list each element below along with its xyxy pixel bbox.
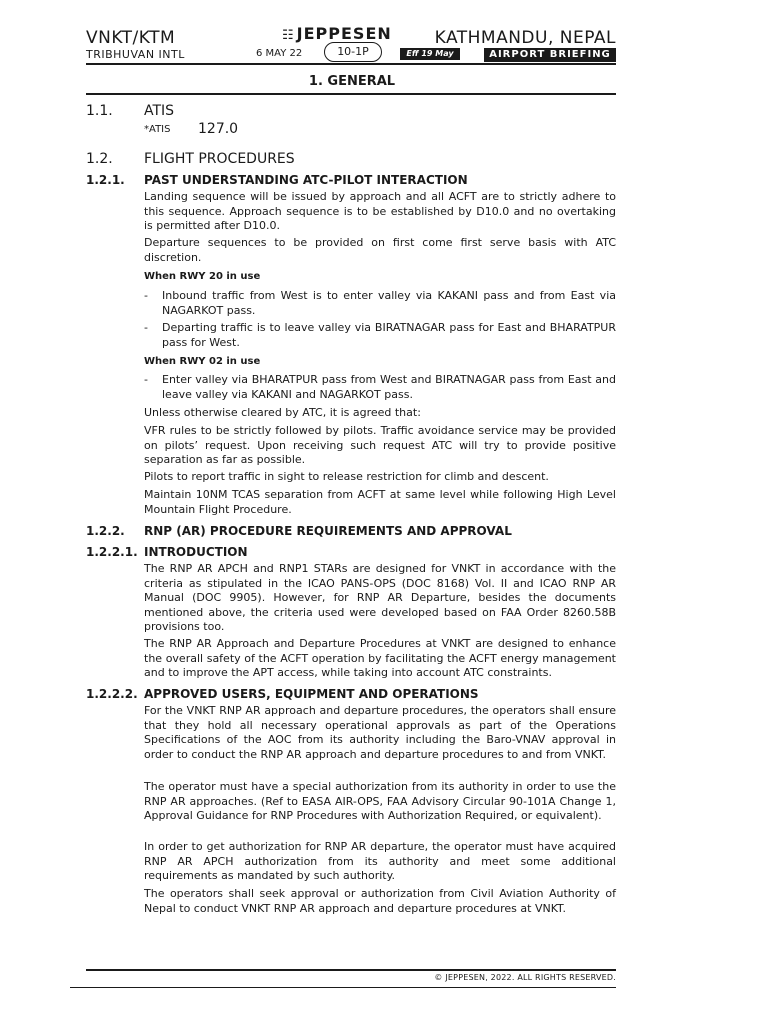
bullet-text: Inbound traffic from West is to enter valley via KAKANI pass and from East via NAGARKOT pass. [162,289,616,317]
chart-number: 10-1P [324,42,382,62]
chart-date: 6 MAY 22 [256,48,303,59]
subsection-heading: RNP (AR) PROCEDURE REQUIREMENTS AND APPROVAL [144,524,512,538]
briefing-badge: AIRPORT BRIEFING [484,48,616,62]
bullet-item [144,373,616,402]
section-divider [86,93,616,95]
paragraph: The operators shall seek approval or authorization from Civil Aviation Authority of Nepal to conduct VNKT RNP AR approach and departure procedures at VNKT. [144,887,616,915]
bullet-text: Departing traffic is to leave valley via BIRATNAGAR pass for East and BHARATPUR pass for West. [162,321,616,349]
paragraph: The RNP AR APCH and RNP1 STARs are designed for VNKT in accordance with the criteria as stipulated in the ICAO PANS-OPS (DOC 8168) Vol. II and ICAO RNP AR Manual (DOC 9905). However, for RNP AR Departure, besides the documents mentioned above, the criteria used were developed based on FAA Order 8260.58B provisions too. [144,562,616,634]
subsection-heading: APPROVED USERS, EQUIPMENT AND OPERATIONS [144,687,479,701]
bullet-item [144,289,616,318]
bullet-text: Enter valley via BHARATPUR pass from West and BIRATNAGAR pass from East and leave valley via KAKANI and NAGARKOT pass. [162,373,616,401]
bullet-dash: - [144,373,148,386]
paragraph: Departure sequences to be provided on first come first serve basis with ATC discretion. [144,236,616,264]
airport-name: TRIBHUVAN INTL [86,48,185,61]
section-number: 1.1. [86,103,113,119]
copyright-notice: © JEPPESEN, 2022. ALL RIGHTS RESERVED. [434,973,616,982]
atis-label: *ATIS [144,124,171,135]
subsection-heading: PAST UNDERSTANDING ATC-PILOT INTERACTION [144,173,468,187]
paragraph: Landing sequence will be issued by approach and all ACFT are to strictly adhere to this sequence. Approach sequence is to be established by D10.0 and no overtaking is permitted after D10.0. [144,190,616,233]
footer-divider [70,987,616,988]
bullet-dash: - [144,321,148,334]
atis-frequency: 127.0 [198,121,239,137]
subsection-number: 1.2.2.1. [86,545,138,559]
bullet-item [144,321,616,350]
subsection-number: 1.2.1. [86,173,125,187]
paragraph: Unless otherwise cleared by ATC, it is agreed that: [144,406,421,419]
paragraph: Maintain 10NM TCAS separation from ACFT at same level while following High Level Mountain Flight Procedure. [144,488,616,516]
paragraph: VFR rules to be strictly followed by pilots. Traffic avoidance service may be provided on pilots’ request. Upon receiving such request ATC will try to provide positive separation as far as possible. [144,424,616,467]
bullet-dash: - [144,289,148,302]
paragraph: Pilots to report traffic in sight to release restriction for climb and descent. [144,470,549,483]
publisher-name: JEPPESEN [296,24,392,43]
paragraph: The RNP AR Approach and Departure Procedures at VNKT are designed to enhance the overall safety of the ACFT operation by facilitating the ACFT energy management and to improve the APT access, while taking into account ATC constraints. [144,637,616,680]
city-country: KATHMANDU, NEPAL [434,28,616,48]
runway-heading: When RWY 02 in use [144,356,261,367]
paragraph: For the VNKT RNP AR approach and departure procedures, the operators shall ensure that they hold all necessary operational approvals as part of the Operations Specifications of the AOC from its authority including the Baro-VNAV approval in order to conduct the RNP AR approach and departure procedures to and from VNKT. [144,704,616,761]
effective-date-badge: Eff 19 May [400,48,460,60]
subsection-heading: INTRODUCTION [144,545,248,559]
jeppesen-logo-icon: ☷ [282,28,295,43]
section-title: 1. GENERAL [308,74,396,89]
header-divider [86,63,616,65]
section-heading: FLIGHT PROCEDURES [144,151,295,167]
section-heading: ATIS [144,103,175,119]
subsection-number: 1.2.2.2. [86,687,138,701]
publisher-logo [282,24,392,43]
airport-icao-code: VNKT/KTM [86,28,176,48]
paragraph: In order to get authorization for RNP AR departure, the operator must have acquired RNP AR APCH authorization from its authority and meet some additional requirements as mandated by such authority. [144,840,616,883]
runway-heading: When RWY 20 in use [144,271,261,282]
section-number: 1.2. [86,151,113,167]
footer-divider [86,969,616,971]
paragraph: The operator must have a special authorization from its authority in order to use the RNP AR approaches. (Ref to EASA AIR-OPS, FAA Advisory Circular 90-101A Change 1, Approval Guidance for RNP Procedures with Authorization Required, or equivalent). [144,780,616,823]
subsection-number: 1.2.2. [86,524,125,538]
